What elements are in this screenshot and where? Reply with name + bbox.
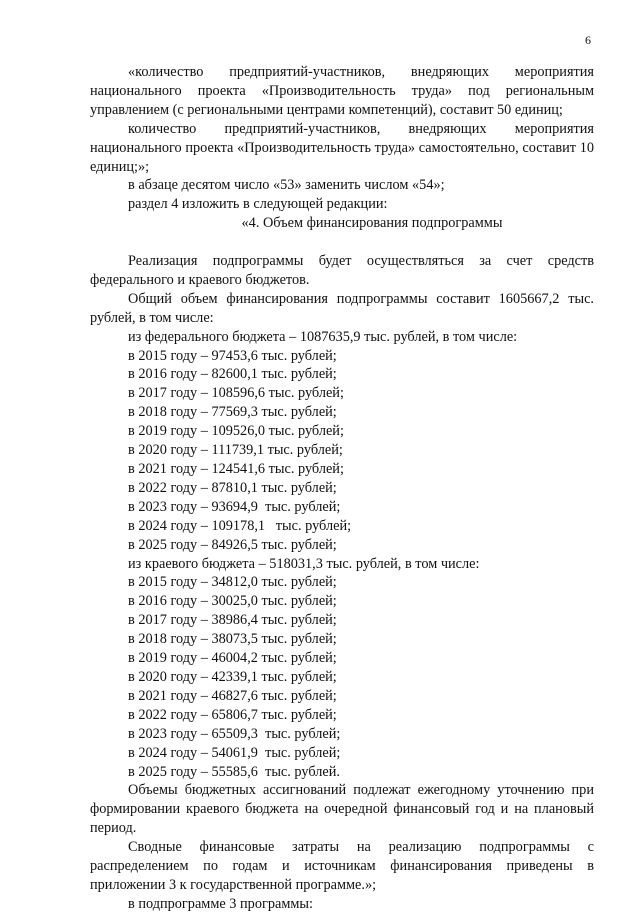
year-line: в 2024 году – 109178,1 тыс. рублей; [128,517,352,534]
year-line: в 2022 году – 87810,1 тыс. рублей; [128,479,337,496]
year-line: в 2019 году – 46004,2 тыс. рублей; [128,650,337,667]
year-line: в 2016 году – 30025,0 тыс. рублей; [128,593,337,610]
year-line: в 2020 году – 42339,1 тыс. рублей; [128,668,337,685]
paragraph-budget-clarification: Объемы бюджетных ассигнований подлежат ежегодному уточнению при формировании краевого бюджета на очередной финансовый год и на плановый период. [90,782,594,837]
year-line: в 2021 году – 46827,6 тыс. рублей; [128,687,337,704]
year-line: в 2025 году – 55585,6 тыс. рублей. [128,763,340,780]
paragraph-replace-number: в абзаце десятом число «53» заменить числом «54»; [128,177,445,194]
federal-budget-intro: из федерального бюджета – 1087635,9 тыс. рублей, в том числе: [128,328,518,345]
year-line: в 2023 году – 93694,9 тыс. рублей; [128,498,341,515]
year-line: в 2022 году – 65806,7 тыс. рублей; [128,706,337,723]
federal-years-list [90,347,594,555]
paragraph-section-4: раздел 4 изложить в следующей редакции: [128,196,388,213]
year-line: в 2023 году – 65509,3 тыс. рублей; [128,725,341,742]
page-number: 6 [585,33,591,47]
year-line: в 2015 году – 34812,0 тыс. рублей; [128,574,337,591]
blank-line [90,233,594,252]
year-line: в 2024 году – 54061,9 тыс. рублей; [128,744,341,761]
paragraph-subprogram-3: в подпрограмме 3 программы: [128,895,314,912]
year-line: в 2019 году – 109526,0 тыс. рублей; [128,423,344,440]
year-line: в 2018 году – 38073,5 тыс. рублей; [128,631,337,648]
year-line: в 2017 году – 108596,6 тыс. рублей; [128,385,344,402]
paragraph-enterprises-regional: «количество предприятий-участников, внедряющих мероприятия национального проекта «Производительность труда» под региональным управлением (с региональными центрами компетенций), составит 50 единиц; [90,64,594,118]
year-line: в 2017 году – 38986,4 тыс. рублей; [128,612,337,629]
paragraph-enterprises-independent: количество предприятий-участников, внедряющих мероприятия национального проекта «Производительность труда» самостоятельно, составит 10 единиц;»; [90,120,594,175]
paragraph-implementation: Реализация подпрограммы будет осуществляться за счет средств федерального и краевого бюджетов. [90,253,594,288]
paragraph-total-volume: Общий объем финансирования подпрограммы составит 1605667,2 тыс. рублей, в том числе: [90,290,594,326]
year-line: в 2018 году – 77569,3 тыс. рублей; [128,404,337,421]
year-line: в 2016 году – 82600,1 тыс. рублей; [128,366,337,383]
year-line: в 2015 году – 97453,6 тыс. рублей; [128,347,337,364]
regional-years-list [90,573,594,781]
paragraph-summary-costs: Сводные финансовые затраты на реализацию подпрограммы с распределением по годам и источникам финансирования приведены в приложении 3 к государственной программе.»; [90,839,594,893]
year-line: в 2020 году – 111739,1 тыс. рублей; [128,442,343,459]
section-heading: «4. Объем финансирования подпрограммы [241,215,503,232]
year-line: в 2025 году – 84926,5 тыс. рублей; [128,536,337,553]
regional-budget-intro: из краевого бюджета – 518031,3 тыс. рублей, в том числе: [128,555,480,572]
document-body [90,63,594,914]
year-line: в 2021 году – 124541,6 тыс. рублей; [128,461,344,478]
